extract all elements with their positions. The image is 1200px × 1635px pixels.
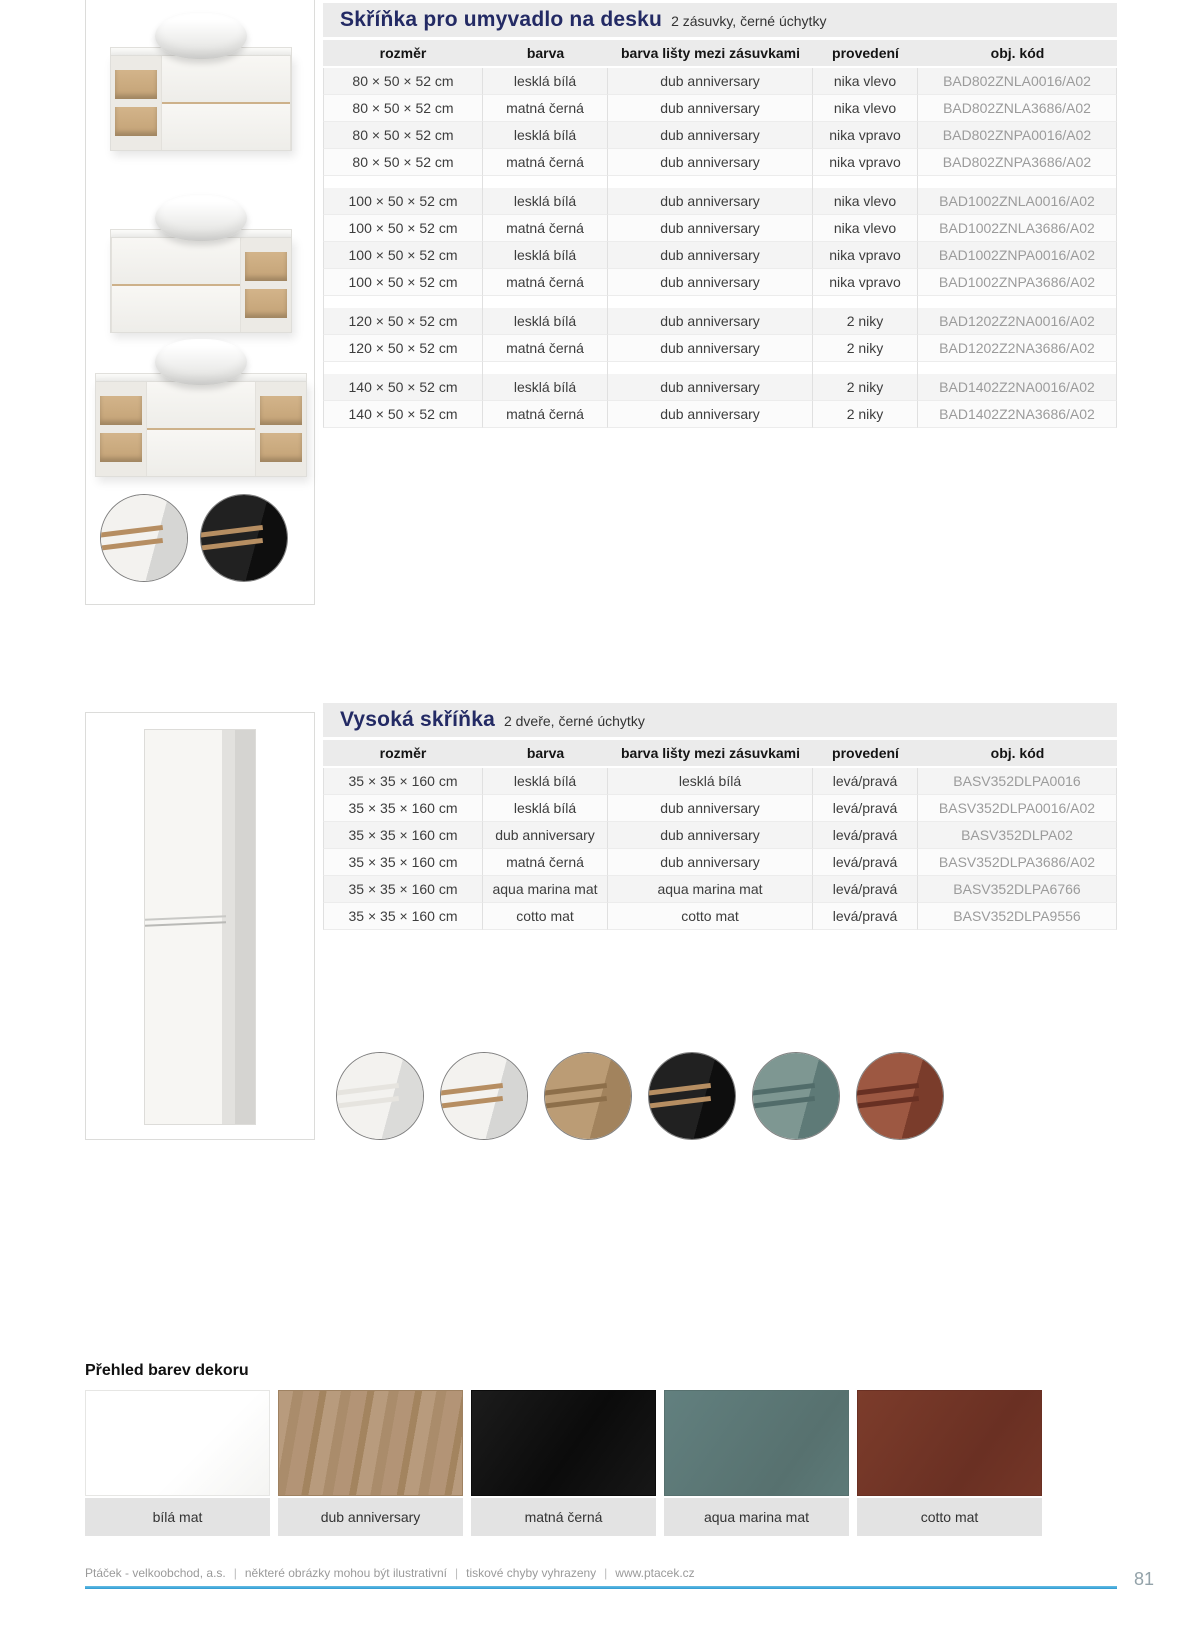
table-skrinka-pro-umyvadlo [323,3,1117,428]
table-cell: 35 × 35 × 160 cm [323,822,483,849]
table-row [323,149,1117,176]
table-cell: BAD1402Z2NA0016/A02 [918,374,1117,401]
table-cell: 35 × 35 × 160 cm [323,849,483,876]
table-row [323,768,1117,795]
table-cell: 100 × 50 × 52 cm [323,215,483,242]
page-number: 81 [1134,1569,1155,1589]
gap-cell [483,362,608,374]
table-cell: 120 × 50 × 52 cm [323,335,483,362]
table-cell: dub anniversary [608,122,813,149]
decor-color-chip [85,1390,270,1496]
gap-cell [608,362,813,374]
table-cell: BAD1402Z2NA3686/A02 [918,401,1117,428]
table-cell: levá/pravá [813,768,918,795]
detail-aqua-marina [752,1052,840,1140]
column-header: obj. kód [990,45,1045,61]
table-row [323,849,1117,876]
table-cell: matná černá [483,401,608,428]
table-cell: BASV352DLPA0016 [918,768,1117,795]
table-cell: aqua marina mat [483,876,608,903]
table-body [323,68,1117,428]
table-cell: BAD1002ZNPA0016/A02 [918,242,1117,269]
table-body [323,768,1117,930]
decor-heading: Přehled barev dekoru [85,1362,249,1379]
table-row [323,215,1117,242]
table-cell: 35 × 35 × 160 cm [323,903,483,930]
detail-bila-dub-lista [100,494,188,582]
decor-swatch-label: cotto mat [857,1498,1042,1536]
table-cell: nika vpravo [813,149,918,176]
decor-swatch-label: aqua marina mat [664,1498,849,1536]
table-cell: aqua marina mat [608,876,813,903]
table-cell: dub anniversary [483,822,608,849]
table-title-bar [323,3,1117,37]
table-cell: 80 × 50 × 52 cm [323,95,483,122]
table-row [323,401,1117,428]
table-title: Vysoká skříňka [340,708,495,731]
open-niche [256,382,306,476]
footer-rule [85,1586,1117,1589]
table-cell: 80 × 50 × 52 cm [323,122,483,149]
gap-cell [323,296,483,308]
table-cell: BAD1002ZNLA0016/A02 [918,188,1117,215]
decor-color-chip [278,1390,463,1496]
table-cell: 80 × 50 × 52 cm [323,68,483,95]
table-cell: dub anniversary [608,822,813,849]
gap-cell [918,362,1117,374]
open-niche [241,238,291,332]
table-row [323,795,1117,822]
table-cell: matná černá [483,335,608,362]
gap-cell [813,296,918,308]
product-photos-panel-bottom [85,712,315,1140]
decor-color-chip [857,1390,1042,1496]
table-subtitle: 2 dveře, černé úchytky [503,713,645,729]
detail-bila-dub-lista [440,1052,528,1140]
circle-face [545,1053,631,1139]
table-cell: nika vlevo [813,95,918,122]
table-cell: lesklá bílá [483,308,608,335]
table-cell: levá/pravá [813,849,918,876]
open-niche [96,382,146,476]
table-cell: dub anniversary [608,849,813,876]
table-cell: 80 × 50 × 52 cm [323,149,483,176]
table-cell: 100 × 50 × 52 cm [323,269,483,296]
decor-swatch-label: matná černá [471,1498,656,1536]
column-header: rozměr [379,745,427,761]
gap-cell [813,176,918,188]
table-row [323,188,1117,215]
table-cell: nika vpravo [813,269,918,296]
detail-circle-black [200,494,288,582]
table-cell: BAD802ZNPA0016/A02 [918,122,1117,149]
column-header: barva lišty mezi zásuvkami [621,45,800,61]
table-cell: levá/pravá [813,795,918,822]
decor-swatch-black [471,1390,656,1536]
detail-matna-cerna [648,1052,736,1140]
table-cell: BAD1202Z2NA3686/A02 [918,335,1117,362]
detail-dub-anniversary [544,1052,632,1140]
table-row [323,374,1117,401]
table-cell: lesklá bílá [483,122,608,149]
decor-swatch-label: bílá mat [85,1498,270,1536]
table-cell: dub anniversary [608,401,813,428]
decor-swatch-white [85,1390,270,1536]
table-cell: 35 × 35 × 160 cm [323,795,483,822]
table-cell: lesklá bílá [483,768,608,795]
page-footer [85,1566,1117,1589]
column-header: provedení [832,45,899,61]
detail-matna-cerna [200,494,288,582]
table-cell: lesklá bílá [483,374,608,401]
table-cell: dub anniversary [608,374,813,401]
table-cell: dub anniversary [608,795,813,822]
table-cell: lesklá bílá [483,795,608,822]
table-cell: BASV352DLPA6766 [918,876,1117,903]
table-row [323,242,1117,269]
table-row [323,335,1117,362]
table-cell: 140 × 50 × 52 cm [323,374,483,401]
table-cell: levá/pravá [813,876,918,903]
table-row [323,95,1117,122]
table-cell: dub anniversary [608,335,813,362]
table-cell: nika vpravo [813,242,918,269]
circle-face [201,495,287,581]
footer-item: Ptáček - velkoobchod, a.s. [85,1566,226,1580]
table-cell: levá/pravá [813,822,918,849]
footer-text [85,1566,1117,1586]
table-cell: dub anniversary [608,215,813,242]
table-row [323,308,1117,335]
footer-separator: | [454,1566,459,1580]
table-row [323,903,1117,930]
circle-face [441,1053,527,1139]
table-cell: 120 × 50 × 52 cm [323,308,483,335]
table-row [323,822,1117,849]
gap-cell [608,296,813,308]
table-cell: matná černá [483,849,608,876]
table-cell: BAD802ZNLA0016/A02 [918,68,1117,95]
table-group-gap [323,176,1117,188]
circle-face [753,1053,839,1139]
table-row [323,68,1117,95]
gap-cell [323,176,483,188]
table-cell: 100 × 50 × 52 cm [323,188,483,215]
open-niche [111,56,161,150]
footer-item: www.ptacek.cz [615,1566,695,1580]
column-header: provedení [832,745,899,761]
table-cell: dub anniversary [608,269,813,296]
washbasin-illustration [155,13,247,59]
table-cell: lesklá bílá [483,242,608,269]
footer-separator: | [604,1566,608,1580]
table-cell: 100 × 50 × 52 cm [323,242,483,269]
gap-cell [918,176,1117,188]
table-cell: BAD1202Z2NA0016/A02 [918,308,1117,335]
table-group-gap [323,296,1117,308]
table-cell: BAD1002ZNLA3686/A02 [918,215,1117,242]
detail-leskla-bila [336,1052,424,1140]
table-cell: nika vlevo [813,188,918,215]
table-cell: dub anniversary [608,188,813,215]
table-row [323,876,1117,903]
table-cell: matná černá [483,149,608,176]
table-cell: nika vlevo [813,215,918,242]
table-cell: 2 niky [813,335,918,362]
table-cell: lesklá bílá [608,768,813,795]
table-cell: matná černá [483,215,608,242]
table-cell: 35 × 35 × 160 cm [323,876,483,903]
table-cell: dub anniversary [608,308,813,335]
column-header: barva [526,745,565,761]
table-row [323,269,1117,296]
footer-item: některé obrázky mohou být ilustrativní [244,1566,447,1580]
table-cell: BASV352DLPA3686/A02 [918,849,1117,876]
table-cell: BAD1002ZNPA3686/A02 [918,269,1117,296]
table-cell: 140 × 50 × 52 cm [323,401,483,428]
finish-detail-circles [336,1052,944,1140]
table-cell: 35 × 35 × 160 cm [323,768,483,795]
circle-face [649,1053,735,1139]
gap-cell [483,296,608,308]
detail-circle-white [100,494,188,582]
gap-cell [483,176,608,188]
cabinet-photo-120cm [95,339,307,477]
table-cell: BASV352DLPA02 [918,822,1117,849]
circle-face [337,1053,423,1139]
column-header: rozměr [379,45,427,61]
washbasin-illustration [155,339,247,385]
table-cell: dub anniversary [608,95,813,122]
decor-swatch-dub [278,1390,463,1536]
column-header: barva lišty mezi zásuvkami [621,745,800,761]
tall-cabinet-photo [144,729,256,1125]
decor-swatch-aqua [664,1390,849,1536]
decor-swatch-cotto [857,1390,1042,1536]
table-cell: dub anniversary [608,68,813,95]
table-header-row [323,40,1117,66]
circle-face [857,1053,943,1139]
table-subtitle: 2 zásuvky, černé úchytky [671,13,827,29]
table-cell: lesklá bílá [483,68,608,95]
circle-face [101,495,187,581]
detail-cotto [856,1052,944,1140]
decor-swatch-label: dub anniversary [278,1498,463,1536]
cabinet-photo-80cm [110,13,292,151]
table-group-gap [323,362,1117,374]
washbasin-illustration [155,195,247,241]
table-cell: dub anniversary [608,149,813,176]
table-title: Skříňka pro umyvadlo na desku [340,8,663,31]
footer-item: tiskové chyby vyhrazeny [466,1566,597,1580]
cabinet-photo-100cm [110,195,292,333]
decor-color-chip [471,1390,656,1496]
table-header-row [323,740,1117,766]
gap-cell [918,296,1117,308]
gap-cell [608,176,813,188]
table-row [323,122,1117,149]
footer-separator: | [233,1566,237,1580]
table-cell: BAD802ZNLA3686/A02 [918,95,1117,122]
table-cell: nika vpravo [813,122,918,149]
table-cell: BAD802ZNPA3686/A02 [918,149,1117,176]
table-cell: lesklá bílá [483,188,608,215]
table-cell: BASV352DLPA9556 [918,903,1117,930]
decor-color-chip [664,1390,849,1496]
decor-swatch-row [85,1390,1042,1536]
table-vysoka-skrinka [323,703,1117,930]
table-cell: 2 niky [813,374,918,401]
product-photos-panel-top [85,0,315,605]
table-cell: BASV352DLPA0016/A02 [918,795,1117,822]
column-header: obj. kód [990,745,1045,761]
table-cell: cotto mat [608,903,813,930]
table-cell: 2 niky [813,308,918,335]
gap-cell [323,362,483,374]
column-header: barva [526,45,565,61]
table-cell: 2 niky [813,401,918,428]
table-title-bar [323,703,1117,737]
table-cell: matná černá [483,269,608,296]
table-cell: levá/pravá [813,903,918,930]
gap-cell [813,362,918,374]
table-cell: matná černá [483,95,608,122]
table-cell: dub anniversary [608,242,813,269]
table-cell: cotto mat [483,903,608,930]
table-cell: nika vlevo [813,68,918,95]
